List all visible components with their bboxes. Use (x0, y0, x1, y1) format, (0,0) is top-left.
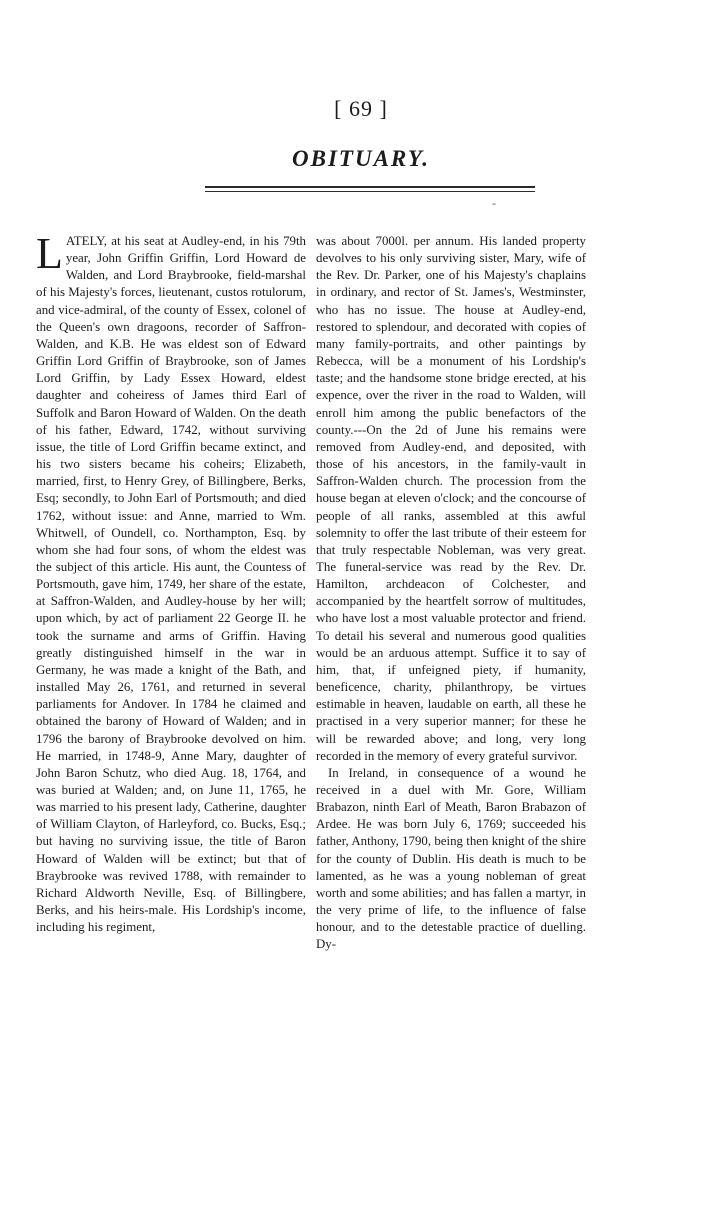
page-number: [ 69 ] (334, 96, 388, 121)
title-rule-thin (205, 191, 535, 192)
right-column (316, 233, 586, 954)
left-column-text: ATELY, at his seat at Audley-end, in his 79th year, John Griffin Griffin, Lord Howard de Walden, and Lord Braybrooke, field-marshal of his Majesty's forces, lieutenant, custos rotulorum, and vice-admiral, of the county of Essex, colonel of the Queen's own dragoons, recorder of Saffron-Walden, and K.B. He was eldest son of Edward Griffin Lord Griffin of Braybrooke, son of James Lord Griffin, by Lady Essex Howard, eldest daughter and coheiress of James third Earl of Suffolk and Baron Howard of Walden. On the death of his father, Edward, 1742, without surviving issue, the title of Lord Griffin became extinct, and his two sisters became his coheirs; Elizabeth, married, first, to Henry Grey, of Billingbere, Berks, Esq; secondly, to John Earl of Portsmouth; and died 1762, without issue: and Anne, married to Wm. Whitwell, of Oundell, co. Northampton, Esq. by whom she had four sons, of whom the eldest was the subject of this article. His aunt, the Countess of Portsmouth, gave him, 1749, her share of the estate, at Saffron-Walden, and Audley-house by her will; upon which, by act of parliament 22 George II. he took the surname and arms of Griffin. Having greatly distinguished himself in the war in Germany, he was made a knight of the Bath, and installed May 26, 1761, and returned in several parliaments for Andover. In 1784 he claimed and obtained the barony of Howard of Walden; and in 1796 the barony of Braybrooke devolved on him. He married, in 1748-9, Anne Mary, daughter of John Baron Schutz, who died Aug. 18, 1764, and was buried at Walden; and, on June 11, 1765, he was married to his present lady, Catherine, daughter of William Clayton, of Harleyford, co. Bucks, Esq.; but having no surviving issue, the title of Baron Howard of Walden will be extinct; but that of Braybrooke was revived 1788, with remainder to Richard Aldworth Neville, Esq. of Billingbere, Berks, and his heirs-male. His Lordship's income, including his regiment, (36, 234, 306, 935)
obituary-paragraph-meath: In Ireland, in consequence of a wound he received in a duel with Mr. Gore, William Brabazon, ninth Earl of Meath, Baron Brabazon of Ardee. He was born July 6, 1769; succeeded his father, Anthony, 1790, being then knight of the shire for the county of Dublin. His death is much to be lamented, as he was a young nobleman of great worth and some abilities; and has fallen a martyr, in the very prime of life, to the influence of false honour, and to the detestable practice of duelling. Dy- (316, 765, 586, 952)
drop-cap-letter: L (36, 229, 63, 278)
page-title: OBITUARY. (292, 146, 430, 171)
obituary-paragraph-braybrooke (36, 229, 306, 936)
left-column (36, 229, 306, 936)
stray-ink-mark: ‑ (492, 196, 496, 210)
obituary-paragraph-continuation: was about 7000l. per annum. His landed property devolves to his only surviving sister, Mary, wife of the Rev. Dr. Parker, one of his Majesty's chaplains in ordinary, and rector of St. James's, Westminster, who has no issue. The house at Audley-end, restored to splendour, and decorated with copies of many family-portraits, and other paintings by Rebecca, will be a monument of his Lordship's taste; and the handsome stone bridge erected, at his expence, over the river in the road to Walden, will enroll him among the public benefactors of the county.---On the 2d of June his remains were removed from Audley-end, and deposited, with those of his ancestors, in the family-vault in Saffron-Walden church. The procession from the house began at eleven o'clock; and the concourse of people of all ranks, assembled at this awful solemnity to offer the last tribute of their esteem for that truly respectable Nobleman, was very great. The funeral-service was read by the Rev. Dr. Hamilton, archdeacon of Colchester, and accompanied by the heartfelt sorrow of multitudes, who have lost a most valuable protector and friend. To detail his several and numerous good qualities would be an arduous attempt. Suffice it to say of him, that, if unfeigned piety, if humanity, beneficence, charity, philanthropy, be virtues estimable in heaven, laudable on earth, all these he practised in a very superior manner; for these he will be rewarded above; and long, very long recorded in the memory of every grateful survivor. (316, 234, 586, 763)
title-rule-thick (205, 186, 535, 188)
